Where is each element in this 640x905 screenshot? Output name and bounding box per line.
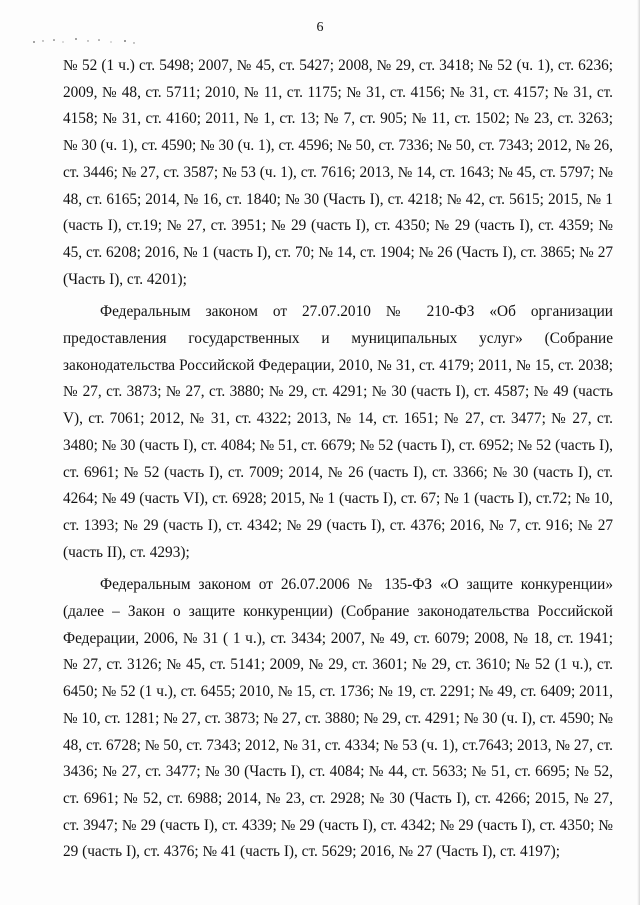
page-number: 6 xyxy=(316,20,324,35)
scan-speckle xyxy=(30,36,140,46)
document-body xyxy=(63,53,613,872)
paragraph-citations-continued: № 52 (1 ч.) ст. 5498; 2007, № 45, ст. 5427; 2008, № 29, ст. 3418; № 52 (ч. 1), ст. 6236; 2009, № 48, ст. 5711; 2010, № 11, ст. 1175; № 31, ст. 4156; № 31, ст. 4157; № 31, ст. 4158; № 31, ст. 4160; 2011, № 1, ст. 13; № 7, ст. 905; № 11, ст. 1502; № 23, ст. 3263; № 30 (ч. 1), ст. 4590; № 30 (ч. 1), ст. 4596; № 50, ст. 7336; № 50, ст. 7343; 2012, № 26, ст. 3446; № 27, ст. 3587; № 53 (ч. 1), ст. 7616; 2013, № 14, ст. 1643; № 45, ст. 5797; № 48, ст. 6165; 2014, № 16, ст. 1840; № 30 (Часть I), ст. 4218; № 42, ст. 5615; 2015, № 1 (часть I), ст.19; № 27, ст. 3951; № 29 (часть I), ст. 4350; № 29 (часть I), ст. 4359; № 45, ст. 6208; 2016, № 1 (часть I), ст. 70; № 14, ст. 1904; № 26 (Часть I), ст. 3865; № 27 (Часть I), ст. 4201); xyxy=(63,57,613,288)
paragraph-law-210-fz: Федеральным законом от 27.07.2010 № 210-ФЗ «Об организации предоставления государственных и муниципальных услуг» (Собрание законодательства Российской Федерации, 2010, № 31, ст. 4179; 2011, № 15, ст. 2038; № 27, ст. 3873; № 27, ст. 3880; № 29, ст. 4291; № 30 (часть I), ст. 4587; № 49 (часть V), ст. 7061; 2012, № 31, ст. 4322; 2013, № 14, ст. 1651; № 27, ст. 3477; № 27, ст. 3480; № 30 (часть I), ст. 4084; № 51, ст. 6679; № 52 (часть I), ст. 6952; № 52 (часть I), ст. 6961; № 52 (часть I), ст. 7009; 2014, № 26 (часть I), ст. 3366; № 30 (часть I), ст. 4264; № 49 (часть VI), ст. 6928; 2015, № 1 (часть I), ст. 67; № 1 (часть I), ст.72; № 10, ст. 1393; № 29 (часть I), ст. 4342; № 29 (часть I), ст. 4376; 2016, № 7, ст. 916; № 27 (часть II), ст. 4293); xyxy=(63,303,613,561)
paragraph-law-135-fz: Федеральным законом от 26.07.2006 № 135-ФЗ «О защите конкуренции» (далее – Закон о защите конкуренции) (Собрание законодательства Российской Федерации, 2006, № 31 ( 1 ч.), ст. 3434; 2007, № 49, ст. 6079; 2008, № 18, ст. 1941; № 27, ст. 3126; № 45, ст. 5141; 2009, № 29, ст. 3601; № 29, ст. 3610; № 52 (1 ч.), ст. 6450; № 52 (1 ч.), ст. 6455; 2010, № 15, ст. 1736; № 19, ст. 2291; № 49, ст. 6409; 2011, № 10, ст. 1281; № 27, ст. 3873; № 27, ст. 3880; № 29, ст. 4291; № 30 (ч. I), ст. 4590; № 48, ст. 6728; № 50, ст. 7343; 2012, № 31, ст. 4334; № 53 (ч. 1), ст.7643; 2013, № 27, ст. 3436; № 27, ст. 3477; № 30 (Часть I), ст. 4084; № 44, ст. 5633; № 51, ст. 6695; № 52, ст. 6961; № 52, ст. 6988; 2014, № 23, ст. 2928; № 30 (Часть I), ст. 4266; 2015, № 27, ст. 3947; № 29 (часть I), ст. 4339; № 29 (часть I), ст. 4342; № 29 (часть I), ст. 4350; № 29 (часть I), ст. 4376; № 41 (часть I), ст. 5629; 2016, № 27 (Часть I), ст. 4197); xyxy=(63,576,613,861)
